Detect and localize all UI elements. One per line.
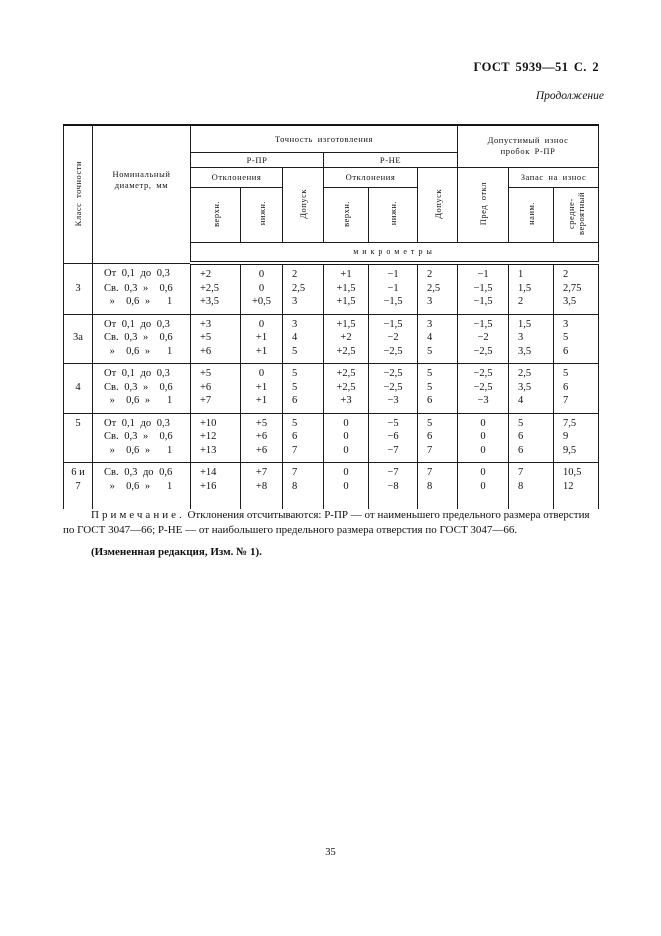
diameter-cell: » 0,6 » 1 [93,295,191,314]
value-cell: 3 [283,314,324,331]
diameter-cell: От 0,1 до 0,3 [93,364,191,381]
value-cell: +7 [191,394,241,413]
value-cell: 0 [458,444,509,463]
table-row [64,381,599,395]
value-cell: +2 [324,331,369,345]
header-r-ne: Р-НЕ [324,152,458,167]
value-cell: −3 [369,394,418,413]
value-cell: 3,5 [509,381,554,395]
sredne-label: средне- вероятный [566,191,587,235]
value-cell: 0 [241,364,283,381]
diameter-cell: » 0,6 » 1 [93,444,191,463]
value-cell: +8 [241,480,283,510]
value-cell: 5 [509,413,554,430]
value-cell: −7 [369,463,418,480]
header-lower-ne [369,187,418,242]
value-cell: 5 [283,345,324,364]
table-row [64,394,599,413]
value-cell: 3,5 [509,345,554,364]
value-cell: −8 [369,480,418,510]
class-cell [64,263,93,282]
value-cell: 3 [509,331,554,345]
note-label: Примечание. [91,509,185,521]
class-cell [64,430,93,444]
value-cell: 7 [418,444,458,463]
value-cell: 0 [324,430,369,444]
table-row [64,364,599,381]
value-cell: +2,5 [191,282,241,296]
value-cell: 6 [509,430,554,444]
value-cell: 0 [458,430,509,444]
value-cell: 4 [418,331,458,345]
value-cell: +16 [191,480,241,510]
value-cell: 3 [283,295,324,314]
value-cell: 2 [418,263,458,282]
pred-otkl-label: Пред откл [478,181,489,226]
class-cell [64,314,93,331]
value-cell: −2,5 [458,381,509,395]
value-cell: 0 [324,413,369,430]
value-cell: +0,5 [241,295,283,314]
class-cell: 3 [64,282,93,296]
value-cell: −1 [369,263,418,282]
header-manufacturing: Точность изготовления [191,125,458,152]
value-cell: +2,5 [324,381,369,395]
header-deviations-pr: Отклонения [191,167,283,187]
value-cell: 5 [283,381,324,395]
value-cell: +2 [191,263,241,282]
value-cell: 8 [509,480,554,510]
value-cell: −1,5 [458,282,509,296]
value-cell: 6 [283,394,324,413]
value-cell: 0 [241,314,283,331]
tolerance-table [63,124,599,509]
value-cell: −1 [458,263,509,282]
value-cell: 7 [554,394,599,413]
value-cell: 5 [418,345,458,364]
class-cell: 5 [64,413,93,430]
diameter-cell: Св. 0,3 » 0,6 [93,331,191,345]
class-cell: 7 [64,480,93,510]
table-row [64,282,599,296]
value-cell: +3 [191,314,241,331]
value-cell: 3 [554,314,599,331]
continuation-label: Продолжение [535,90,604,102]
value-cell: 5 [554,331,599,345]
diameter-cell: Св. 0,3 » 0,6 [93,381,191,395]
diameter-cell: Св. 0,3 » 0,6 [93,282,191,296]
value-cell: −1,5 [458,295,509,314]
value-cell: −1,5 [369,314,418,331]
value-cell: 7,5 [554,413,599,430]
value-cell: 5 [283,413,324,430]
value-cell: 8 [283,480,324,510]
value-cell: −2 [458,331,509,345]
lower-ne-label: нижн. [388,201,398,226]
value-cell: +6 [191,345,241,364]
header-deviations-ne: Отклонения [324,167,418,187]
table-row [64,413,599,430]
value-cell: 6 [418,394,458,413]
value-cell: 9 [554,430,599,444]
table-row [64,430,599,444]
value-cell: −2,5 [458,364,509,381]
note-text: Отклонения отсчитываются: Р-ПР — от наименьшего предельного размера отверстия по ГОСТ 3047—66; Р-НЕ — от наибольшего предельного размера отверстия по ГОСТ 3047—66. [63,509,590,536]
header-permissible-wear: Допустимый износ пробок Р-ПР [458,125,599,167]
value-cell: 3 [418,314,458,331]
value-cell: +1 [241,381,283,395]
diameter-cell: От 0,1 до 0,3 [93,314,191,331]
tolerance-pr-label: Допуск [298,188,308,219]
class-cell [64,444,93,463]
diameter-cell: » 0,6 » 1 [93,394,191,413]
value-cell: 0 [241,263,283,282]
naim-label: наим. [526,202,537,225]
value-cell: 0 [324,480,369,510]
diameter-cell: Св. 0,3 до 0,6 [93,463,191,480]
value-cell: 6 [554,381,599,395]
value-cell: +1,5 [324,295,369,314]
diameter-cell: От 0,1 до 0,3 [93,413,191,430]
value-cell: 5 [418,413,458,430]
class-cell: 3а [64,331,93,345]
value-cell: 0 [241,282,283,296]
value-cell: +1 [241,345,283,364]
value-cell: 2,75 [554,282,599,296]
value-cell: 6 [509,444,554,463]
value-cell: +3 [324,394,369,413]
value-cell: −7 [369,444,418,463]
value-cell: 10,5 [554,463,599,480]
value-cell: +14 [191,463,241,480]
value-cell: +1 [241,331,283,345]
value-cell: +7 [241,463,283,480]
value-cell: 0 [458,463,509,480]
value-cell: +6 [241,444,283,463]
value-cell: −1 [369,282,418,296]
header-class-label: Класс точности [73,160,83,226]
doc-reference: ГОСТ 5939—51 С. 2 [473,60,599,74]
value-cell: 1 [509,263,554,282]
amendment-note: (Измененная редакция, Изм. № 1). [91,546,262,558]
value-cell: 2 [554,263,599,282]
value-cell: +5 [191,331,241,345]
value-cell: 0 [324,444,369,463]
value-cell: +13 [191,444,241,463]
header-row-1 [64,125,599,152]
table-row [64,463,599,480]
value-cell: −2,5 [369,381,418,395]
value-cell: +6 [191,381,241,395]
header-upper-pr [191,187,241,242]
tolerance-ne-label: Допуск [432,188,443,219]
value-cell: 2,5 [418,282,458,296]
note-paragraph [63,508,603,538]
lower-pr-label: нижн. [256,201,267,226]
value-cell: 7 [509,463,554,480]
value-cell: −2 [369,331,418,345]
value-cell: −1,5 [458,314,509,331]
value-cell: 3 [418,295,458,314]
table-row [64,295,599,314]
diameter-cell: От 0,1 до 0,3 [93,263,191,282]
value-cell: +5 [191,364,241,381]
value-cell: 1,5 [509,314,554,331]
value-cell: 3,5 [554,295,599,314]
table-row [64,345,599,364]
class-cell [64,364,93,381]
value-cell: 2 [509,295,554,314]
value-cell: 5 [554,364,599,381]
diameter-cell: » 0,6 » 1 [93,345,191,364]
units-label: микрометры [191,242,599,263]
value-cell: +1,5 [324,314,369,331]
class-cell: 6 и [64,463,93,480]
upper-ne-label: верхн. [341,200,351,227]
upper-pr-label: верхн. [210,200,221,227]
header-tolerance-pr [283,167,324,242]
header-r-pr: Р-ПР [191,152,324,167]
header-lower-pr [241,187,283,242]
value-cell: +1 [241,394,283,413]
value-cell: 2,5 [509,364,554,381]
value-cell: 2,5 [283,282,324,296]
table-row [64,263,599,282]
value-cell: +5 [241,413,283,430]
value-cell: +2,5 [324,364,369,381]
table-row [64,331,599,345]
value-cell: 5 [418,364,458,381]
value-cell: +10 [191,413,241,430]
page-number: 35 [325,847,336,858]
value-cell: 6 [554,345,599,364]
header-class-col [64,125,93,263]
value-cell: +12 [191,430,241,444]
class-cell: 4 [64,381,93,395]
class-cell [64,345,93,364]
value-cell: +3,5 [191,295,241,314]
table-row [64,480,599,510]
class-cell [64,394,93,413]
value-cell: 1,5 [509,282,554,296]
diameter-cell: » 0,6 » 1 [93,480,191,510]
class-cell [64,295,93,314]
value-cell: −1,5 [369,295,418,314]
value-cell: −3 [458,394,509,413]
header-tolerance-ne [418,167,458,242]
value-cell: 2 [283,263,324,282]
value-cell: 0 [458,413,509,430]
value-cell: 5 [283,364,324,381]
header-diameter-col: Номинальный диаметр, мм [93,125,191,263]
value-cell: +1 [324,263,369,282]
value-cell: 0 [324,463,369,480]
header-pred-otkl [458,167,509,242]
value-cell: 7 [283,463,324,480]
value-cell: 9,5 [554,444,599,463]
value-cell: 8 [418,480,458,510]
table-row [64,314,599,331]
value-cell: 7 [283,444,324,463]
value-cell: 5 [418,381,458,395]
value-cell: 7 [418,463,458,480]
value-cell: +6 [241,430,283,444]
value-cell: 6 [418,430,458,444]
value-cell: +2,5 [324,345,369,364]
value-cell: 4 [509,394,554,413]
header-wear-margin: Запас на износ [509,167,599,187]
header-upper-ne [324,187,369,242]
value-cell: −5 [369,413,418,430]
table-row [64,444,599,463]
value-cell: 0 [458,480,509,510]
header-naim [509,187,554,242]
value-cell: −2,5 [369,364,418,381]
value-cell: −2,5 [458,345,509,364]
value-cell: 6 [283,430,324,444]
value-cell: 12 [554,480,599,510]
table-body [64,263,599,509]
value-cell: −2,5 [369,345,418,364]
value-cell: +1,5 [324,282,369,296]
value-cell: −6 [369,430,418,444]
diameter-cell: Св. 0,3 » 0,6 [93,430,191,444]
value-cell: 4 [283,331,324,345]
header-sredne [554,187,599,242]
